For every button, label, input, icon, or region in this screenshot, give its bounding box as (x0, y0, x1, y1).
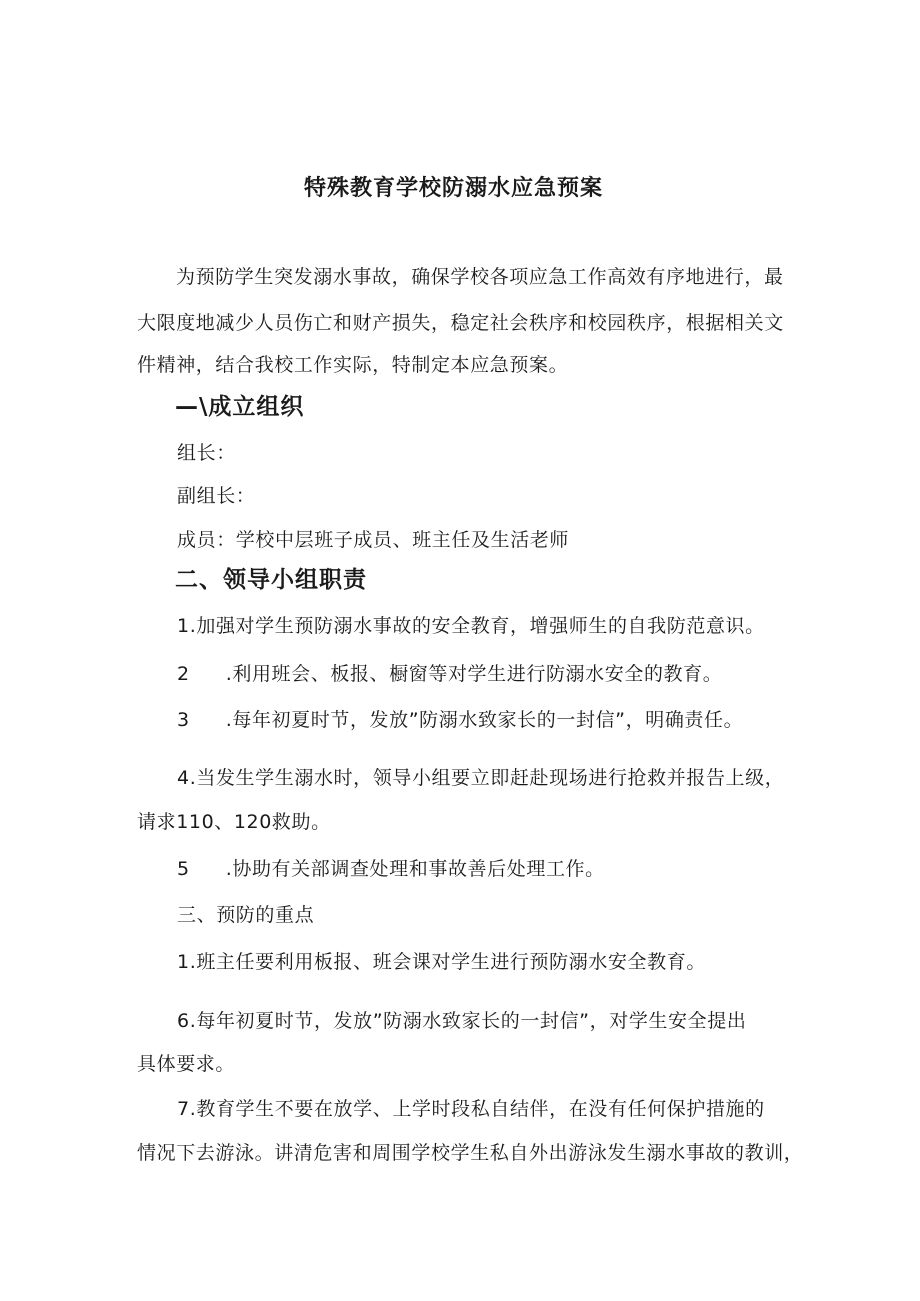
duty-item-2 (177, 662, 722, 686)
section-1-heading: —\成立组织 (175, 394, 305, 420)
leader-label: 组长： (177, 442, 236, 464)
duty-item-4 (177, 766, 784, 790)
intro-line-3: 件精神，结合我校工作实际，特制定本应急预案。 (137, 354, 569, 376)
section-3-heading: 三、预防的重点 (177, 904, 315, 926)
duty-item-text: .利用班会、板报、橱窗等对学生进行防溺水安全的教育。 (225, 663, 723, 685)
section-2-heading: 二、领导小组职责 (175, 567, 367, 593)
duty-item-text: .每年初夏时节，发放”防溺水致家长的一封信”，明确责任。 (225, 709, 744, 731)
prevention-item-6 (177, 1009, 746, 1033)
duty-item-number: 3 (177, 709, 190, 731)
prevention-item-number: 6 (177, 1010, 190, 1032)
duty-item-3 (177, 708, 743, 732)
prevention-item-text: .每年初夏时节，发放”防溺水致家长的一封信”，对学生安全提出 (189, 1010, 747, 1032)
prevention-item-number: 7 (177, 1098, 190, 1120)
prevention-item-text: .教育学生不要在放学、上学时段私自结伴，在没有任何保护措施的 (189, 1098, 765, 1120)
vice-leader-label: 副组长： (177, 485, 256, 507)
document-title: 特殊教育学校防溺水应急预案 (304, 176, 604, 201)
duty-item-4-continuation: 请求110、120救助。 (137, 811, 331, 833)
members-line: 成员：学校中层班子成员、班主任及生活老师 (177, 529, 570, 551)
duty-item-1 (177, 614, 765, 638)
intro-line-1: 为预防学生突发溺水事故，确保学校各项应急工作高效有序地进行，最 (176, 266, 784, 288)
duty-item-number: 4 (177, 767, 190, 789)
prevention-item-1: 1.班主任要利用板报、班会课对学生进行预防溺水安全教育。 (177, 951, 706, 973)
prevention-item-6-continuation: 具体要求。 (137, 1053, 236, 1075)
intro-line-2: 大限度地减少人员伤亡和财产损失，稳定社会秩序和校园秩序，根据相关文 (137, 312, 784, 334)
prevention-item-7 (177, 1097, 765, 1121)
duty-item-number: 2 (177, 663, 190, 685)
duty-item-text: .加强对学生预防溺水事故的安全教育，增强师生的自我防范意识。 (189, 615, 765, 637)
duty-item-number: 1 (177, 615, 190, 637)
duty-item-text: .协助有关部调查处理和事故善后处理工作。 (225, 858, 605, 880)
prevention-item-7-continuation: 情况下去游泳。讲清危害和周围学校学生私自外出游泳发生溺水事故的教训， (137, 1142, 804, 1164)
duty-item-5 (177, 857, 605, 881)
duty-item-number: 5 (177, 858, 190, 880)
duty-item-text: .当发生学生溺水时，领导小组要立即赶赴现场进行抢救并报告上级， (189, 767, 785, 789)
